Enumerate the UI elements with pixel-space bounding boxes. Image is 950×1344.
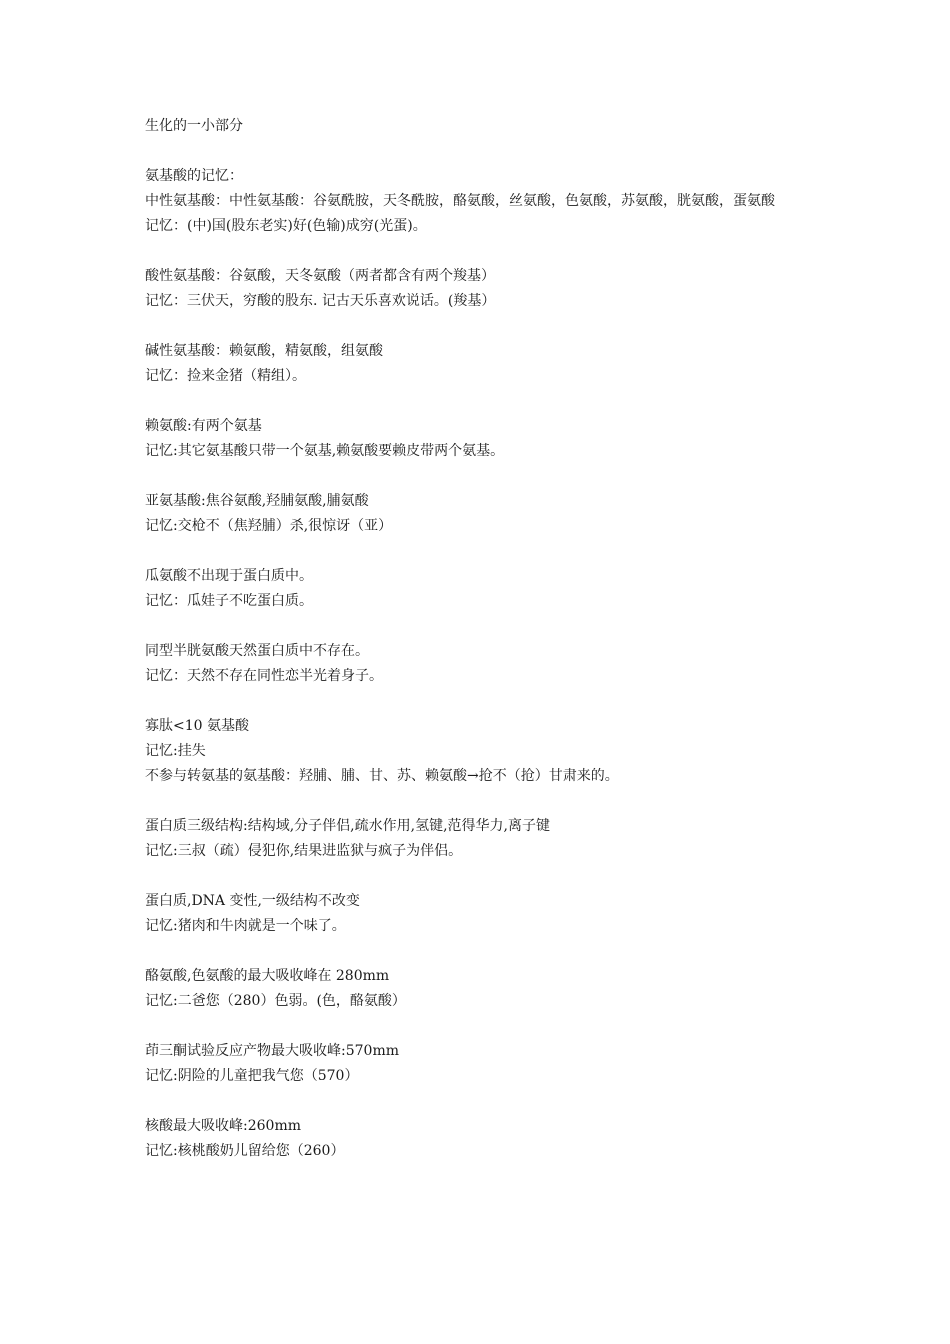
- mnemonic-line: 记忆:其它氨基酸只带一个氨基,赖氨酸要赖皮带两个氨基。: [145, 443, 505, 459]
- spacer: [145, 789, 825, 814]
- text-line: 碱性氨基酸：赖氨酸，精氨酸，组氨酸: [145, 343, 383, 359]
- section-citrulline: [145, 564, 825, 614]
- spacer: [145, 689, 825, 714]
- section-basic-amino-acids: [145, 339, 825, 389]
- spacer: [145, 539, 825, 564]
- section-lysine: [145, 414, 825, 464]
- section-denaturation: [145, 889, 825, 939]
- section-ninhydrin-570: [145, 1039, 825, 1089]
- section-homocysteine: [145, 639, 825, 689]
- text-line: 蛋白质三级结构:结构域,分子伴侣,疏水作用,氢键,范得华力,离子键: [145, 818, 550, 834]
- spacer: [145, 1089, 825, 1114]
- document-body: [145, 114, 825, 1164]
- text-line: 不参与转氨基的氨基酸：羟脯、脯、甘、苏、赖氨酸→抢不（抢）甘肃来的。: [145, 768, 619, 784]
- text-line: 瓜氨酸不出现于蛋白质中。: [145, 568, 313, 584]
- spacer: [145, 139, 825, 164]
- section-tertiary-structure: [145, 814, 825, 864]
- mnemonic-line: 记忆:挂失: [145, 743, 206, 759]
- spacer: [145, 1014, 825, 1039]
- text-line: 酪氨酸,色氨酸的最大吸收峰在 280mm: [145, 968, 390, 984]
- mnemonic-line: 记忆：天然不存在同性恋半光着身子。: [145, 668, 383, 684]
- text-line: 寡肽<10 氨基酸: [145, 718, 249, 734]
- text-line: 亚氨基酸:焦谷氨酸,羟脯氨酸,脯氨酸: [145, 493, 369, 509]
- mnemonic-line: 记忆:核桃酸奶儿留给您（260）: [145, 1143, 345, 1159]
- text-line: 蛋白质,DNA 变性,一级结构不改变: [145, 893, 360, 909]
- mnemonic-line: 记忆:猪肉和牛肉就是一个味了。: [145, 918, 346, 934]
- section-absorption-280: [145, 964, 825, 1014]
- document-title: 生化的一小部分: [145, 118, 243, 134]
- text-line: 同型半胱氨酸天然蛋白质中不存在。: [145, 643, 369, 659]
- mnemonic-line: 记忆:二爸您（280）色弱。(色，酪氨酸）: [145, 993, 406, 1009]
- mnemonic-line: 记忆：三伏天，穷酸的股东. 记古天乐喜欢说话。(羧基）: [145, 293, 496, 309]
- section-heading: 氨基酸的记忆：: [145, 168, 243, 184]
- mnemonic-line: 记忆:三叔（疏）侵犯你,结果进监狱与疯子为伴侣。: [145, 843, 463, 859]
- section-amino-acid-memory: [145, 164, 825, 239]
- mnemonic-line: 记忆:阴险的儿童把我气您（570）: [145, 1068, 359, 1084]
- spacer: [145, 464, 825, 489]
- section-oligopeptide: [145, 714, 825, 789]
- text-line: 中性氨基酸：中性氨基酸：谷氨酰胺，天冬酰胺，酪氨酸，丝氨酸，色氨酸，苏氨酸，胱氨酸，蛋氨酸: [145, 193, 775, 209]
- spacer: [145, 239, 825, 264]
- text-line: 核酸最大吸收峰:260mm: [145, 1118, 301, 1134]
- spacer: [145, 389, 825, 414]
- text-line: 赖氨酸:有两个氨基: [145, 418, 262, 434]
- spacer: [145, 314, 825, 339]
- text-line: 酸性氨基酸：谷氨酸，天冬氨酸（两者都含有两个羧基）: [145, 268, 495, 284]
- section-nucleic-acid-260: [145, 1114, 825, 1164]
- mnemonic-line: 记忆：捡来金猪（精组）。: [145, 368, 306, 384]
- mnemonic-line: 记忆：(中)国(股东老实)好(色输)成穷(光蛋)。: [145, 218, 427, 234]
- spacer: [145, 939, 825, 964]
- mnemonic-line: 记忆：瓜娃子不吃蛋白质。: [145, 593, 313, 609]
- spacer: [145, 864, 825, 889]
- section-acidic-amino-acids: [145, 264, 825, 314]
- spacer: [145, 614, 825, 639]
- text-line: 茚三酮试验反应产物最大吸收峰:570mm: [145, 1043, 399, 1059]
- mnemonic-line: 记忆:交枪不（焦羟脯）杀,很惊讶（亚）: [145, 518, 393, 534]
- section-imino-acids: [145, 489, 825, 539]
